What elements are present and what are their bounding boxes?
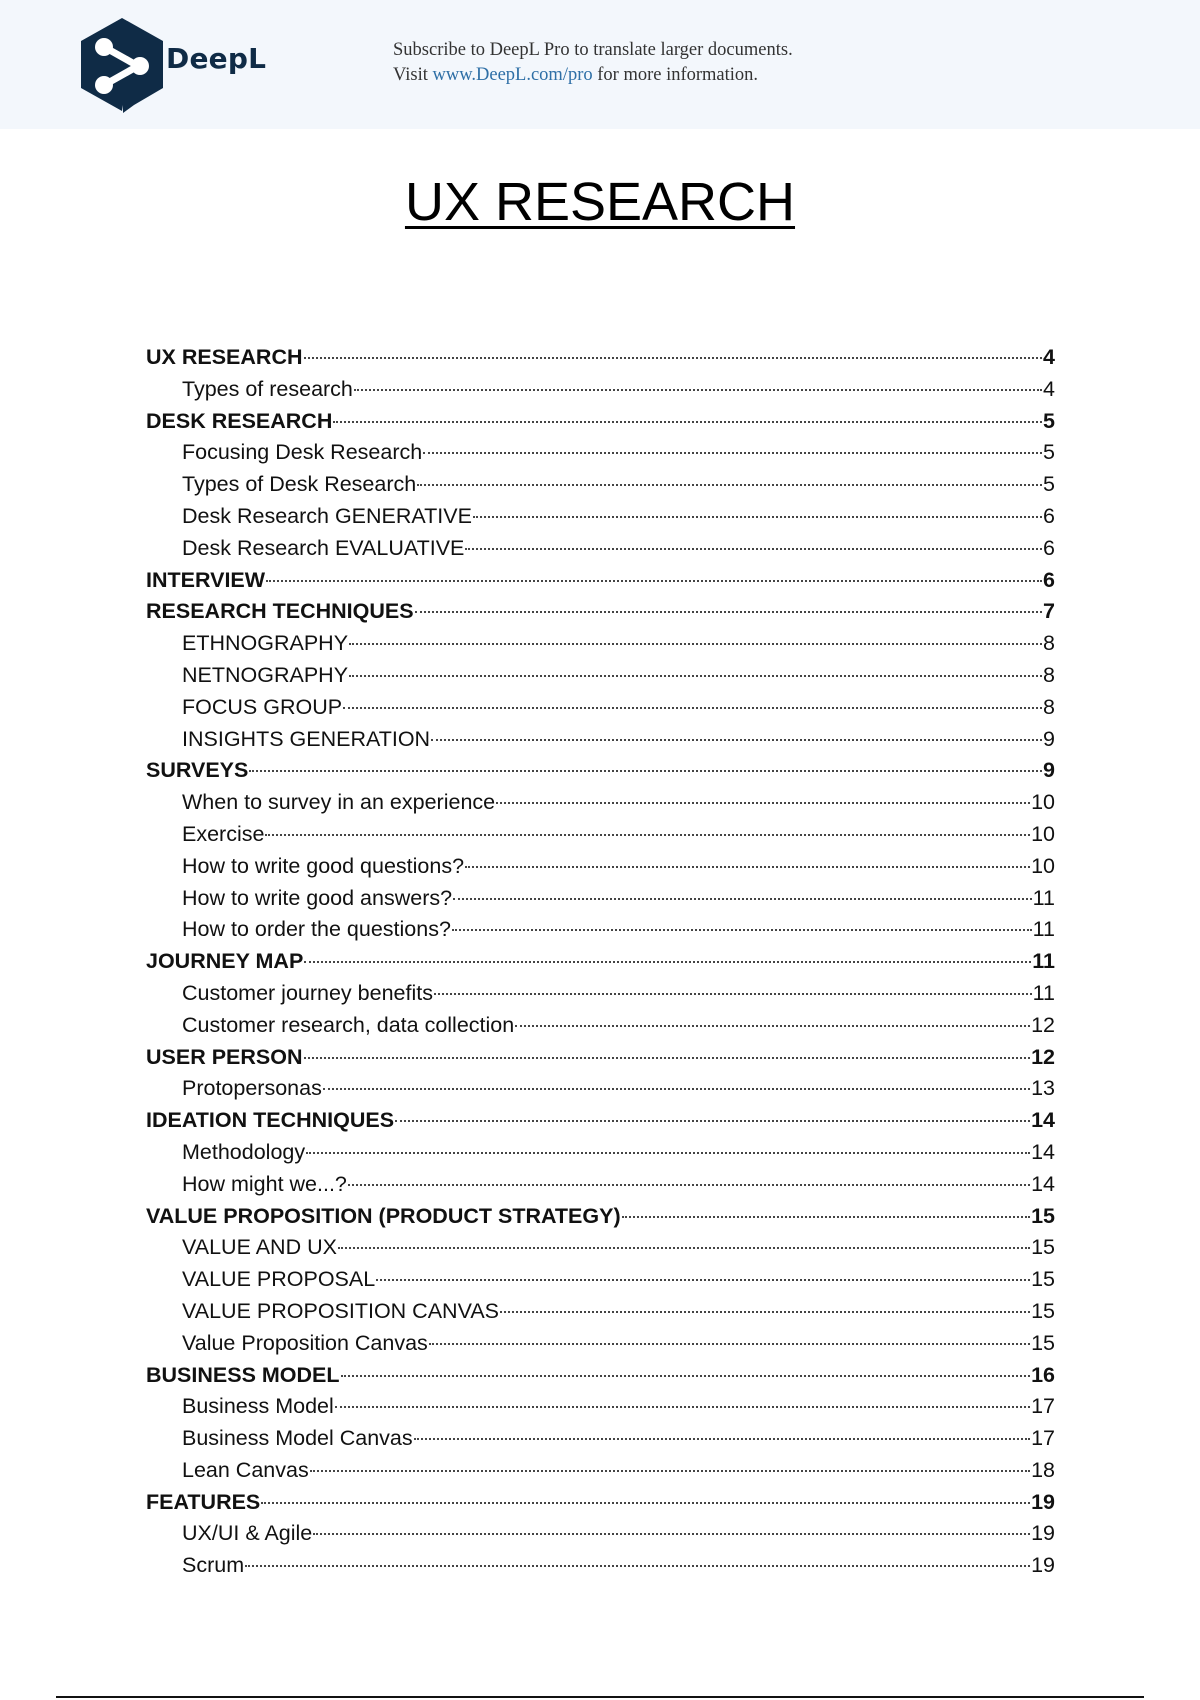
toc-entry-page-number: 6 [1043, 567, 1055, 592]
toc-dot-leader [323, 1088, 1030, 1090]
toc-entry-page-number: 15 [1031, 1203, 1055, 1228]
toc-entry-subsection[interactable] [146, 724, 1055, 756]
toc-dot-leader [429, 1343, 1030, 1345]
toc-entry-label: Exercise [182, 821, 265, 846]
toc-entry-page-number: 15 [1031, 1330, 1055, 1355]
toc-entry-page-number: 9 [1043, 758, 1055, 783]
toc-dot-leader [414, 1438, 1030, 1440]
brand-name: DeepL [166, 42, 267, 75]
toc-dot-leader [376, 1279, 1030, 1281]
toc-entry-subsection[interactable] [146, 883, 1055, 915]
toc-dot-leader [434, 993, 1032, 995]
toc-entry-label: INSIGHTS GENERATION [182, 726, 431, 751]
toc-entry-page-number: 10 [1031, 790, 1055, 815]
toc-entry-label: How might we...? [182, 1171, 347, 1196]
toc-entry-page-number: 14 [1031, 1108, 1055, 1133]
toc-entry-page-number: 6 [1043, 535, 1055, 560]
toc-entry-page-number: 9 [1043, 726, 1055, 751]
toc-entry-page-number: 19 [1031, 1521, 1055, 1546]
toc-entry-page-number: 5 [1043, 408, 1055, 433]
toc-entry-page-number: 6 [1043, 503, 1055, 528]
toc-entry-subsection[interactable] [146, 501, 1055, 533]
toc-entry-subsection[interactable] [146, 660, 1055, 692]
toc-entry-subsection[interactable] [146, 692, 1055, 724]
toc-entry-subsection[interactable] [146, 819, 1055, 851]
toc-entry-subsection[interactable] [146, 1423, 1055, 1455]
toc-entry-label: VALUE PROPOSAL [182, 1267, 376, 1292]
toc-entry-label: UX/UI & Agile [182, 1521, 313, 1546]
toc-entry-label: VALUE PROPOSITION CANVAS [182, 1298, 499, 1323]
toc-entry-section[interactable] [146, 1201, 1055, 1233]
toc-entry-label: Customer research, data collection [182, 1012, 515, 1037]
toc-entry-section[interactable] [146, 1105, 1055, 1137]
toc-dot-leader [395, 1120, 1030, 1122]
toc-entry-section[interactable] [146, 1487, 1055, 1519]
toc-entry-section[interactable] [146, 755, 1055, 787]
promo-line-2 [393, 63, 793, 88]
toc-entry-label: Scrum [182, 1553, 245, 1578]
toc-entry-page-number: 4 [1043, 345, 1055, 369]
toc-entry-label: DESK RESEARCH [146, 408, 333, 433]
toc-entry-label: FOCUS GROUP [182, 694, 343, 719]
toc-dot-leader [415, 611, 1042, 613]
toc-dot-leader [452, 929, 1032, 931]
toc-dot-leader [465, 548, 1042, 550]
toc-dot-leader [338, 1247, 1030, 1249]
toc-dot-leader [343, 707, 1042, 709]
toc-entry-page-number: 15 [1031, 1267, 1055, 1292]
document-title [0, 168, 1200, 236]
deepl-banner [0, 0, 1200, 129]
toc-dot-leader [245, 1565, 1030, 1567]
toc-entry-page-number: 5 [1043, 472, 1055, 497]
toc-dot-leader [313, 1533, 1030, 1535]
promo-line-1: Subscribe to DeepL Pro to translate larger documents. [393, 40, 793, 60]
toc-dot-leader [348, 1184, 1030, 1186]
toc-entry-subsection[interactable] [146, 437, 1055, 469]
toc-entry-subsection[interactable] [146, 978, 1055, 1010]
toc-dot-leader [465, 866, 1030, 868]
toc-dot-leader [354, 389, 1042, 391]
toc-entry-label: UX RESEARCH [146, 345, 303, 369]
promo-suffix: for more information. [592, 65, 759, 85]
toc-entry-section[interactable] [146, 1042, 1055, 1074]
toc-entry-section[interactable] [146, 946, 1055, 978]
toc-entry-label: Protopersonas [182, 1076, 322, 1101]
toc-entry-label: Focusing Desk Research [182, 440, 423, 465]
toc-entry-subsection[interactable] [146, 533, 1055, 565]
toc-entry-page-number: 16 [1031, 1362, 1055, 1387]
toc-entry-page-number: 19 [1031, 1553, 1055, 1578]
toc-entry-subsection[interactable] [146, 1169, 1055, 1201]
toc-entry-section[interactable] [146, 565, 1055, 597]
toc-dot-leader [431, 739, 1042, 741]
toc-entry-page-number: 10 [1031, 853, 1055, 878]
toc-entry-label: Desk Research GENERATIVE [182, 503, 472, 528]
toc-dot-leader [261, 1502, 1030, 1504]
toc-entry-label: Business Model [182, 1394, 334, 1419]
toc-entry-page-number: 7 [1043, 599, 1055, 624]
toc-dot-leader [453, 898, 1032, 900]
toc-entry-page-number: 11 [1032, 885, 1055, 910]
toc-entry-label: IDEATION TECHNIQUES [146, 1108, 395, 1133]
toc-entry-page-number: 8 [1043, 631, 1055, 656]
toc-dot-leader [335, 1406, 1030, 1408]
toc-entry-page-number: 17 [1031, 1426, 1055, 1451]
footer-divider [56, 1696, 1144, 1698]
toc-dot-leader [423, 452, 1042, 454]
toc-dot-leader [310, 1470, 1030, 1472]
toc-entry-label: How to order the questions? [182, 917, 451, 942]
toc-dot-leader [341, 1375, 1031, 1377]
toc-entry-subsection[interactable] [146, 1232, 1055, 1264]
toc-entry-label: Business Model Canvas [182, 1426, 413, 1451]
toc-entry-label: Types of research [182, 376, 353, 401]
toc-entry-label: VALUE AND UX [182, 1235, 337, 1260]
toc-dot-leader [417, 484, 1042, 486]
toc-entry-subsection[interactable] [146, 1264, 1055, 1296]
toc-entry-label: When to survey in an experience [182, 790, 496, 815]
toc-dot-leader [304, 357, 1043, 359]
toc-entry-label: Lean Canvas [182, 1457, 309, 1482]
toc-dot-leader [349, 675, 1042, 677]
toc-entry-section[interactable] [146, 596, 1055, 628]
toc-entry-page-number: 15 [1031, 1298, 1055, 1323]
toc-entry-subsection[interactable] [146, 1296, 1055, 1328]
toc-entry-label: How to write good answers? [182, 885, 453, 910]
toc-entry-page-number: 8 [1043, 662, 1055, 687]
toc-dot-leader [304, 961, 1031, 963]
toc-entry-page-number: 4 [1043, 376, 1055, 401]
toc-dot-leader [306, 1152, 1030, 1154]
toc-entry-label: Methodology [182, 1139, 306, 1164]
toc-entry-subsection[interactable] [146, 851, 1055, 883]
toc-entry-label: VALUE PROPOSITION (PRODUCT STRATEGY) [146, 1203, 621, 1228]
toc-entry-subsection[interactable] [146, 787, 1055, 819]
toc-entry-section[interactable] [146, 1360, 1055, 1392]
toc-entry-page-number: 14 [1031, 1139, 1055, 1164]
toc-entry-subsection[interactable] [146, 1137, 1055, 1169]
toc-entry-label: How to write good questions? [182, 853, 465, 878]
toc-entry-page-number: 11 [1032, 917, 1055, 942]
deepl-logo-icon[interactable] [72, 16, 172, 116]
toc-dot-leader [349, 643, 1042, 645]
toc-entry-label: RESEARCH TECHNIQUES [146, 599, 414, 624]
toc-entry-label: USER PERSON [146, 1044, 303, 1069]
toc-entry-label: Customer journey benefits [182, 980, 433, 1005]
deepl-pro-link[interactable]: www.DeepL.com/pro [432, 65, 593, 85]
toc-entry-label: INTERVIEW [146, 567, 266, 592]
toc-entry-subsection[interactable] [146, 1518, 1055, 1550]
toc-entry-subsection[interactable] [146, 1328, 1055, 1360]
toc-entry-page-number: 10 [1031, 821, 1055, 846]
toc-dot-leader [500, 1311, 1030, 1313]
toc-entry-section[interactable] [146, 342, 1055, 374]
toc-dot-leader [266, 580, 1042, 582]
toc-entry-label: BUSINESS MODEL [146, 1362, 340, 1387]
toc-entry-subsection[interactable] [146, 1391, 1055, 1423]
toc-dot-leader [496, 802, 1030, 804]
toc-entry-page-number: 18 [1031, 1457, 1055, 1482]
toc-entry-subsection[interactable] [146, 628, 1055, 660]
toc-entry-label: JOURNEY MAP [146, 949, 304, 974]
toc-entry-label: NETNOGRAPHY [182, 662, 349, 687]
toc-entry-subsection[interactable] [146, 1455, 1055, 1487]
toc-dot-leader [473, 516, 1042, 518]
toc-entry-subsection[interactable] [146, 469, 1055, 501]
promo-prefix: Visit [393, 65, 433, 85]
table-of-contents [146, 342, 1055, 1582]
toc-entry-page-number: 8 [1043, 694, 1055, 719]
toc-dot-leader [265, 834, 1030, 836]
toc-entry-subsection[interactable] [146, 374, 1055, 406]
toc-entry-page-number: 11 [1032, 949, 1055, 974]
toc-entry-page-number: 12 [1031, 1012, 1055, 1037]
toc-entry-subsection[interactable] [146, 1010, 1055, 1042]
toc-entry-subsection[interactable] [146, 1550, 1055, 1582]
toc-entry-page-number: 14 [1031, 1171, 1055, 1196]
toc-entry-page-number: 13 [1031, 1076, 1055, 1101]
toc-entry-label: FEATURES [146, 1489, 261, 1514]
toc-entry-label: Value Proposition Canvas [182, 1330, 428, 1355]
toc-entry-label: Desk Research EVALUATIVE [182, 535, 465, 560]
toc-entry-page-number: 17 [1031, 1394, 1055, 1419]
toc-entry-page-number: 5 [1043, 440, 1055, 465]
toc-dot-leader [622, 1216, 1030, 1218]
toc-entry-subsection[interactable] [146, 1073, 1055, 1105]
toc-entry-label: Types of Desk Research [182, 472, 417, 497]
document-title-text: UX RESEARCH [404, 172, 796, 232]
toc-entry-label: ETHNOGRAPHY [182, 631, 349, 656]
toc-entry-page-number: 19 [1031, 1489, 1055, 1514]
toc-entry-page-number: 15 [1031, 1235, 1055, 1260]
toc-entry-label: SURVEYS [146, 758, 249, 783]
toc-dot-leader [249, 770, 1042, 772]
toc-entry-page-number: 11 [1032, 980, 1055, 1005]
toc-dot-leader [333, 421, 1042, 423]
promo-text [393, 38, 793, 88]
toc-entry-section[interactable] [146, 406, 1055, 438]
toc-entry-subsection[interactable] [146, 914, 1055, 946]
toc-entry-page-number: 12 [1031, 1044, 1055, 1069]
toc-dot-leader [304, 1057, 1031, 1059]
toc-dot-leader [515, 1025, 1030, 1027]
